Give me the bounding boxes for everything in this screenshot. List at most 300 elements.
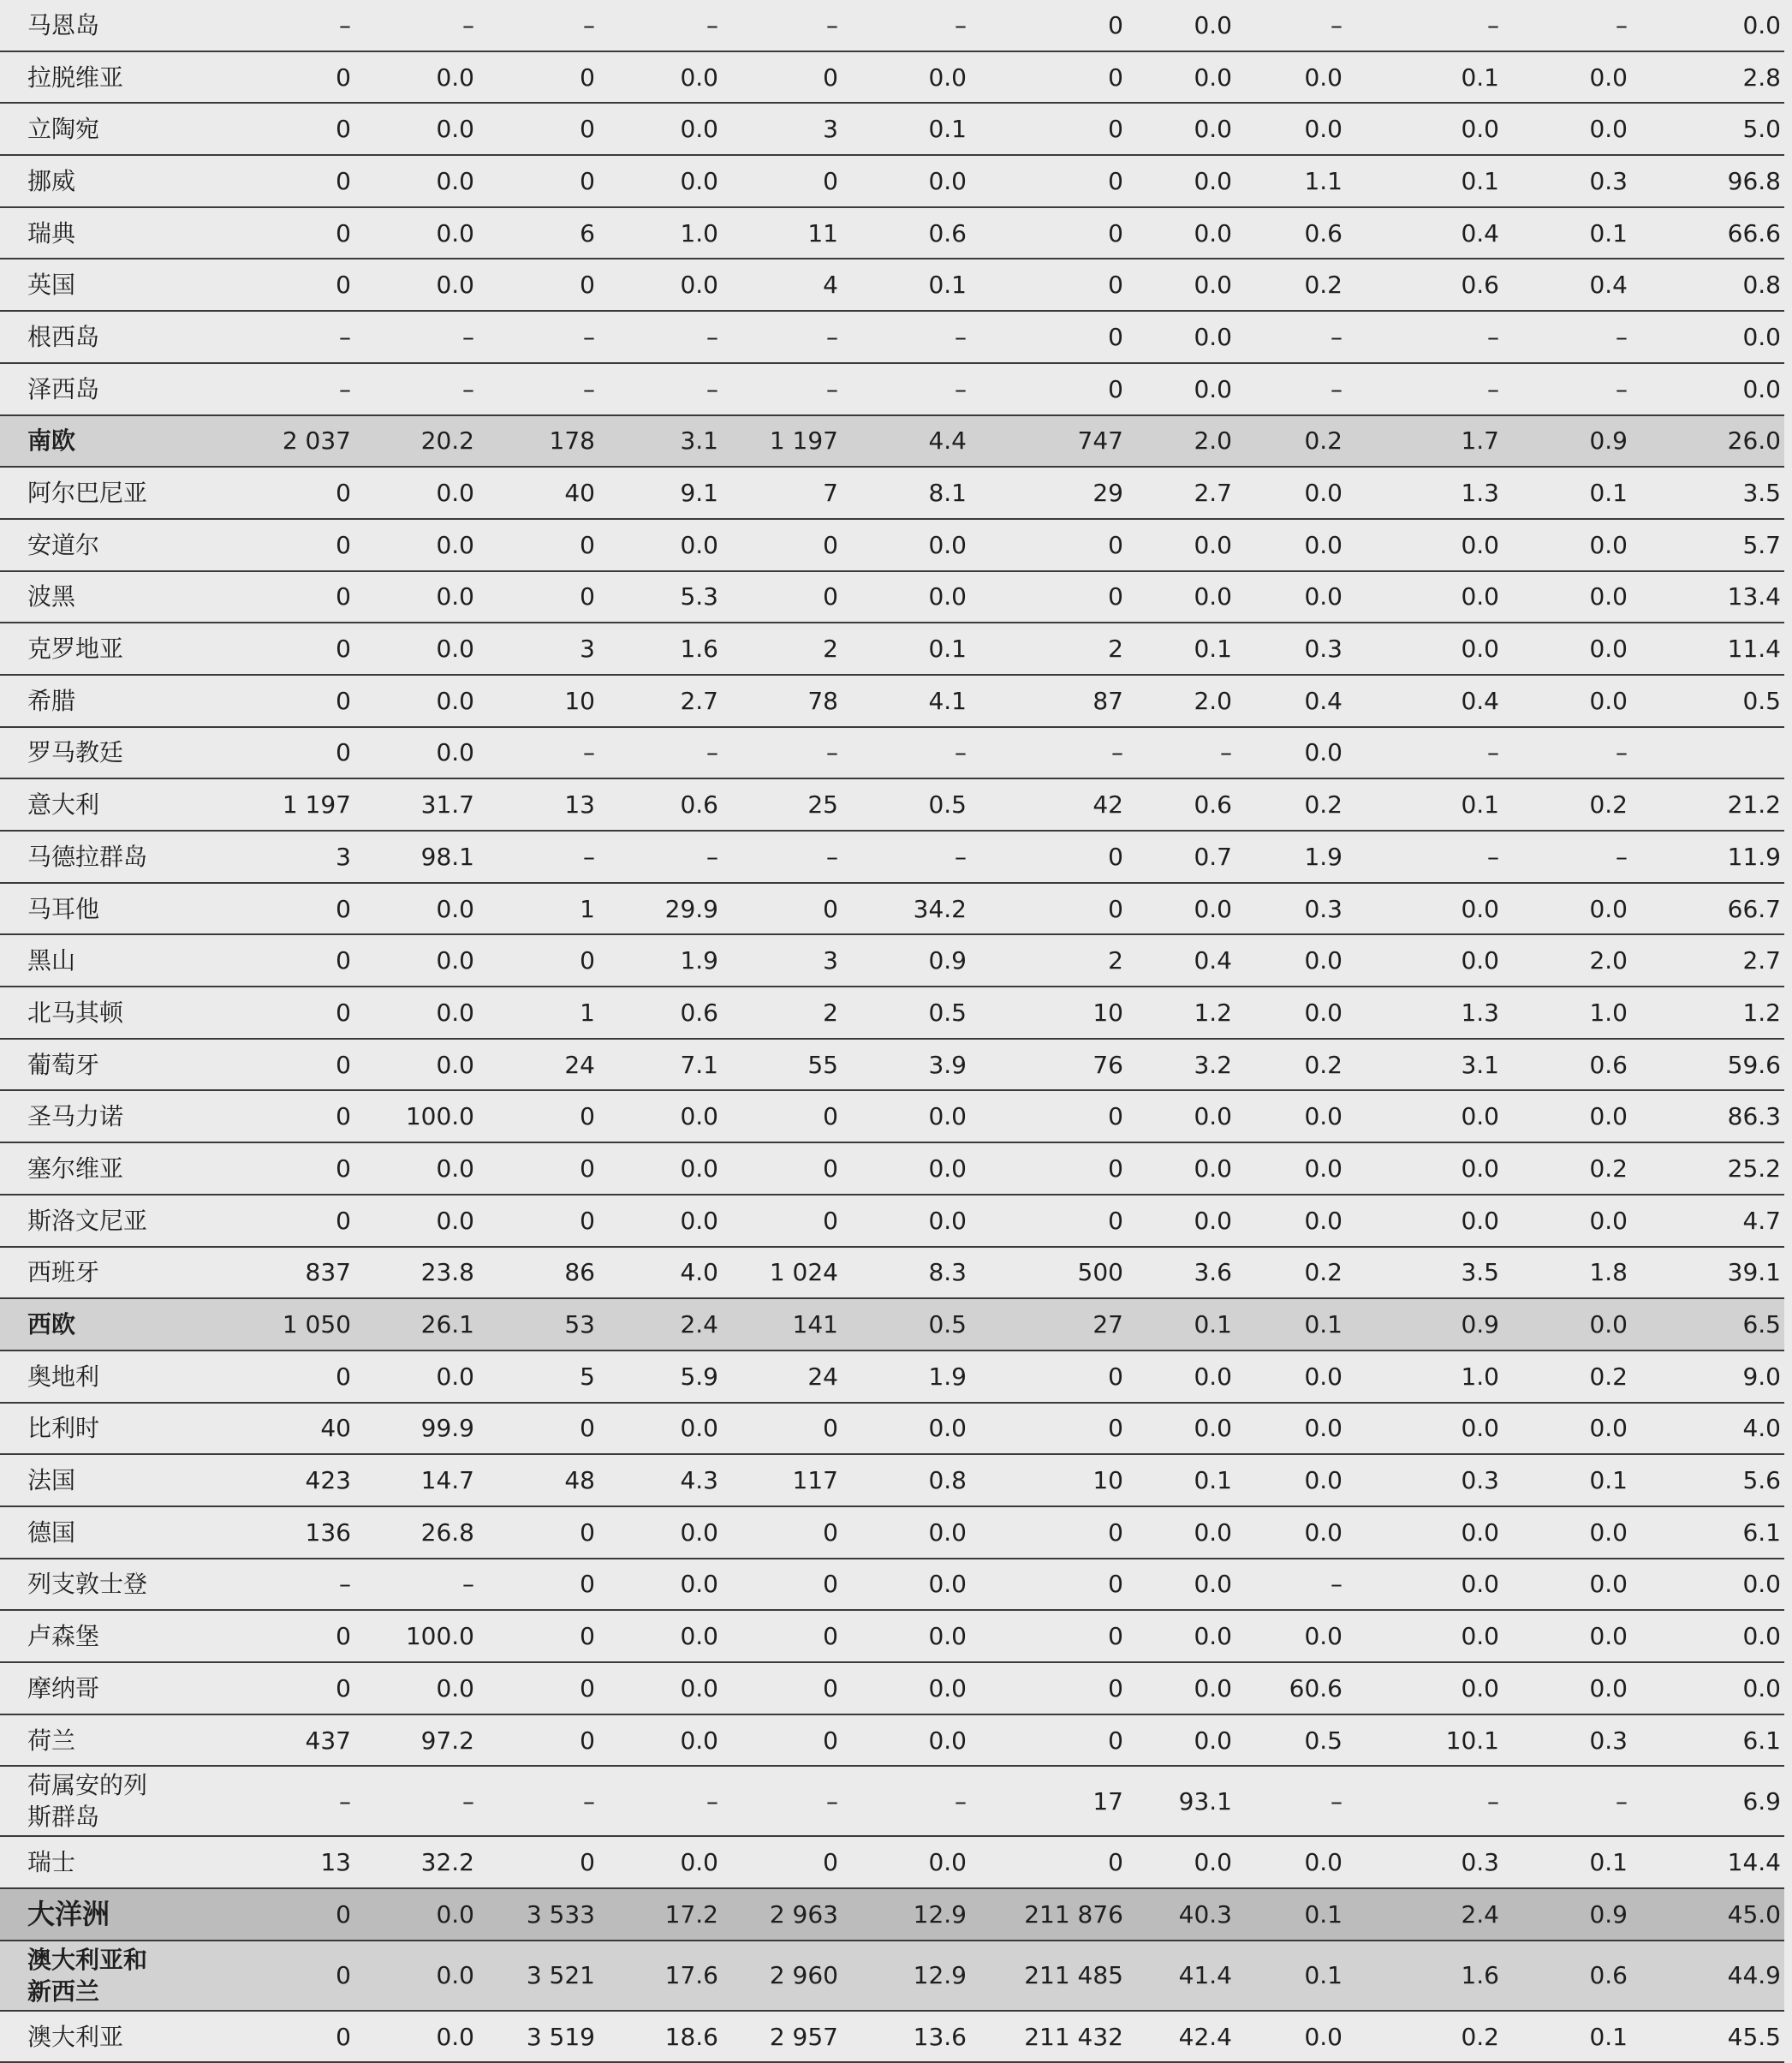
table-cell: 0.0 bbox=[1127, 1610, 1235, 1662]
table-cell: 0.0 bbox=[1235, 571, 1346, 623]
table-cell: 29 bbox=[970, 467, 1127, 519]
table-cell: 0.0 bbox=[1346, 623, 1503, 675]
table-row bbox=[0, 1142, 1784, 1195]
table-cell: 0.0 bbox=[1235, 103, 1346, 155]
row-label: 摩纳哥 bbox=[0, 1662, 171, 1714]
table-cell: 0.0 bbox=[1235, 934, 1346, 987]
table-cell: 0.0 bbox=[598, 1403, 722, 1455]
table-cell: 6.5 bbox=[1631, 1298, 1784, 1350]
table-cell: 0 bbox=[478, 259, 598, 311]
table-cell: 0.0 bbox=[1235, 1506, 1346, 1559]
table-cell: 0 bbox=[478, 1559, 598, 1611]
table-cell: 0 bbox=[171, 883, 354, 935]
table-cell: 0.0 bbox=[1127, 1142, 1235, 1195]
table-cell: 100.0 bbox=[354, 1610, 478, 1662]
table-cell: – bbox=[842, 831, 970, 883]
row-label: 大洋洲 bbox=[0, 1888, 171, 1941]
table-cell: 0 bbox=[970, 1559, 1127, 1611]
table-cell: 4.7 bbox=[1631, 1195, 1784, 1247]
table-cell: 0.0 bbox=[1127, 1090, 1235, 1142]
table-cell: – bbox=[842, 1766, 970, 1836]
table-row bbox=[0, 1506, 1784, 1559]
table-cell: 141 bbox=[722, 1298, 842, 1350]
table-cell: 0 bbox=[171, 2011, 354, 2063]
table-row bbox=[0, 1662, 1784, 1714]
table-cell: 0 bbox=[970, 0, 1127, 51]
table-cell: 0 bbox=[722, 1662, 842, 1714]
table-cell: 1.7 bbox=[1346, 415, 1503, 468]
table-cell: 0 bbox=[171, 1888, 354, 1941]
row-label: 西班牙 bbox=[0, 1247, 171, 1299]
table-cell: 0 bbox=[171, 987, 354, 1039]
table-cell: 0 bbox=[970, 1714, 1127, 1767]
table-cell: 0.0 bbox=[354, 1888, 478, 1941]
table-cell: 423 bbox=[171, 1454, 354, 1506]
table-cell: 0.0 bbox=[1631, 1610, 1784, 1662]
table-cell: 0 bbox=[171, 1610, 354, 1662]
row-label: 挪威 bbox=[0, 155, 171, 207]
table-cell: 5.0 bbox=[1631, 103, 1784, 155]
table-cell: 0.0 bbox=[1235, 1350, 1346, 1403]
table-cell: 25 bbox=[722, 778, 842, 831]
table-cell: – bbox=[478, 0, 598, 51]
table-cell: 3 bbox=[171, 831, 354, 883]
table-cell: 0.6 bbox=[842, 207, 970, 259]
table-cell: 0.0 bbox=[1346, 1142, 1503, 1195]
table-cell: 27 bbox=[970, 1298, 1127, 1350]
table-row bbox=[0, 415, 1784, 468]
table-cell: 0.0 bbox=[1127, 155, 1235, 207]
table-cell: 0.3 bbox=[1346, 1836, 1503, 1888]
table-cell: 0.5 bbox=[842, 778, 970, 831]
table-cell: 0.5 bbox=[842, 1298, 970, 1350]
table-cell: 0.0 bbox=[1127, 1662, 1235, 1714]
table-cell: 48 bbox=[478, 1454, 598, 1506]
table-cell: 2 963 bbox=[722, 1888, 842, 1941]
row-label: 克罗地亚 bbox=[0, 623, 171, 675]
table-cell: 0.0 bbox=[598, 103, 722, 155]
table-cell: 0.6 bbox=[1127, 778, 1235, 831]
table-cell: 0.0 bbox=[354, 467, 478, 519]
table-cell: – bbox=[1235, 0, 1346, 51]
row-label: 比利时 bbox=[0, 1403, 171, 1455]
table-cell: 5.3 bbox=[598, 571, 722, 623]
table-row bbox=[0, 103, 1784, 155]
table-cell: 0.0 bbox=[1235, 987, 1346, 1039]
table-cell: 0 bbox=[478, 1836, 598, 1888]
table-cell: 29.9 bbox=[598, 883, 722, 935]
table-cell: 13.4 bbox=[1631, 571, 1784, 623]
table-row bbox=[0, 1888, 1784, 1941]
table-cell: 0 bbox=[171, 1039, 354, 1091]
table-cell: – bbox=[171, 1766, 354, 1836]
table-cell: 0.0 bbox=[1235, 51, 1346, 104]
table-row bbox=[0, 467, 1784, 519]
table-cell: 0.0 bbox=[1127, 1403, 1235, 1455]
row-label: 法国 bbox=[0, 1454, 171, 1506]
table-cell: 0 bbox=[478, 103, 598, 155]
table-cell: 1.9 bbox=[842, 1350, 970, 1403]
table-cell: 0.5 bbox=[842, 987, 970, 1039]
table-cell: 12.9 bbox=[842, 1941, 970, 2011]
table-cell: 0.0 bbox=[598, 1714, 722, 1767]
table-cell: 78 bbox=[722, 675, 842, 727]
table-cell: 3.1 bbox=[598, 415, 722, 468]
table-cell: 20.2 bbox=[354, 415, 478, 468]
table-cell: 0.0 bbox=[1631, 1559, 1784, 1611]
table-cell: 45.5 bbox=[1631, 2011, 1784, 2063]
row-label: 瑞士 bbox=[0, 1836, 171, 1888]
table-cell: 0.2 bbox=[1235, 415, 1346, 468]
table-cell: 0.2 bbox=[1235, 778, 1346, 831]
row-label: 圣马力诺 bbox=[0, 1090, 171, 1142]
table-cell: 0 bbox=[478, 1142, 598, 1195]
table-cell: 0.0 bbox=[1346, 1506, 1503, 1559]
row-label: 希腊 bbox=[0, 675, 171, 727]
table-cell: – bbox=[1346, 831, 1503, 883]
table-cell: 14.4 bbox=[1631, 1836, 1784, 1888]
row-label: 塞尔维亚 bbox=[0, 1142, 171, 1195]
table-cell: 0.1 bbox=[1503, 1454, 1631, 1506]
table-cell: 0.0 bbox=[354, 1142, 478, 1195]
table-row bbox=[0, 2011, 1784, 2063]
table-cell: 0.0 bbox=[354, 207, 478, 259]
table-row bbox=[0, 259, 1784, 311]
table-cell: 0.0 bbox=[1235, 1142, 1346, 1195]
table-cell: 6.1 bbox=[1631, 1506, 1784, 1559]
table-cell: 0.0 bbox=[598, 1506, 722, 1559]
table-cell: 0.0 bbox=[842, 571, 970, 623]
table-cell: 55 bbox=[722, 1039, 842, 1091]
table-cell: 0.0 bbox=[1346, 571, 1503, 623]
table-cell: – bbox=[598, 0, 722, 51]
table-cell: 2 957 bbox=[722, 2011, 842, 2063]
table-cell: – bbox=[1503, 727, 1631, 779]
row-label: 斯洛文尼亚 bbox=[0, 1195, 171, 1247]
table-cell: 100.0 bbox=[354, 1090, 478, 1142]
table-cell: 17.2 bbox=[598, 1888, 722, 1941]
table-cell: – bbox=[1346, 363, 1503, 415]
table-row bbox=[0, 1836, 1784, 1888]
table-cell: 0.6 bbox=[598, 778, 722, 831]
table-row bbox=[0, 155, 1784, 207]
table-row bbox=[0, 207, 1784, 259]
table-cell: 0 bbox=[722, 571, 842, 623]
table-row bbox=[0, 987, 1784, 1039]
table-cell: 3.5 bbox=[1631, 467, 1784, 519]
table-cell: 0.0 bbox=[354, 259, 478, 311]
table-cell: 21.2 bbox=[1631, 778, 1784, 831]
table-cell: 0 bbox=[171, 1941, 354, 2011]
table-cell: 0.0 bbox=[1346, 1662, 1503, 1714]
table-cell: 0.1 bbox=[1503, 467, 1631, 519]
table-cell: 2.7 bbox=[598, 675, 722, 727]
table-cell: 0.0 bbox=[1346, 883, 1503, 935]
table-cell: 6.1 bbox=[1631, 1714, 1784, 1767]
table-cell: – bbox=[478, 831, 598, 883]
table-row bbox=[0, 519, 1784, 571]
row-label: 立陶宛 bbox=[0, 103, 171, 155]
table-cell: 1 197 bbox=[171, 778, 354, 831]
row-label: 黑山 bbox=[0, 934, 171, 987]
table-cell: 2 bbox=[722, 987, 842, 1039]
table-cell: 0.0 bbox=[354, 51, 478, 104]
table-cell: 0.1 bbox=[1346, 51, 1503, 104]
table-cell: 0.0 bbox=[598, 1610, 722, 1662]
table-cell: 0.0 bbox=[354, 1350, 478, 1403]
table-cell: 0.0 bbox=[1235, 2011, 1346, 2063]
row-label: 北马其顿 bbox=[0, 987, 171, 1039]
table-cell: 0.1 bbox=[1346, 155, 1503, 207]
table-cell: 0.0 bbox=[1235, 467, 1346, 519]
table-cell: 66.7 bbox=[1631, 883, 1784, 935]
row-label: 西欧 bbox=[0, 1298, 171, 1350]
table-cell: 0 bbox=[970, 1836, 1127, 1888]
table-cell: 0 bbox=[478, 1662, 598, 1714]
table-row bbox=[0, 1559, 1784, 1611]
table-cell: – bbox=[598, 727, 722, 779]
table-cell: 2.7 bbox=[1127, 467, 1235, 519]
table-cell: 0 bbox=[722, 1403, 842, 1455]
table-cell: 0 bbox=[171, 1090, 354, 1142]
table-cell: 5.6 bbox=[1631, 1454, 1784, 1506]
table-cell: 0 bbox=[478, 155, 598, 207]
table-cell: 0.0 bbox=[598, 1559, 722, 1611]
table-cell: 0.9 bbox=[1503, 1888, 1631, 1941]
table-cell: 0.0 bbox=[1631, 311, 1784, 363]
table-cell: 6.9 bbox=[1631, 1766, 1784, 1836]
table-cell: 0.6 bbox=[1503, 1039, 1631, 1091]
table-cell: 0.0 bbox=[354, 934, 478, 987]
table-cell: 3 533 bbox=[478, 1888, 598, 1941]
table-cell: 0 bbox=[722, 1090, 842, 1142]
table-cell: 1 050 bbox=[171, 1298, 354, 1350]
table-cell: 0 bbox=[171, 934, 354, 987]
table-cell: 0.0 bbox=[354, 103, 478, 155]
table-cell: 66.6 bbox=[1631, 207, 1784, 259]
table-cell: 0.3 bbox=[1503, 1714, 1631, 1767]
table-cell: – bbox=[1127, 727, 1235, 779]
table-cell: 17.6 bbox=[598, 1941, 722, 2011]
table-row bbox=[0, 1298, 1784, 1350]
table-cell: 0.6 bbox=[1346, 259, 1503, 311]
table-cell: 0.9 bbox=[842, 934, 970, 987]
table-cell: 76 bbox=[970, 1039, 1127, 1091]
table-cell: 0.0 bbox=[598, 1142, 722, 1195]
table-cell: 0.3 bbox=[1235, 883, 1346, 935]
table-cell: 0.8 bbox=[1631, 259, 1784, 311]
table-cell: 0.0 bbox=[1503, 1662, 1631, 1714]
table-cell: 32.2 bbox=[354, 1836, 478, 1888]
table-cell: 0 bbox=[970, 1090, 1127, 1142]
table-cell: 26.0 bbox=[1631, 415, 1784, 468]
table-cell: 45.0 bbox=[1631, 1888, 1784, 1941]
table-cell: 0 bbox=[722, 1559, 842, 1611]
table-cell: 0.1 bbox=[1235, 1941, 1346, 2011]
table-cell: 0 bbox=[478, 1090, 598, 1142]
table-cell: 0.0 bbox=[842, 519, 970, 571]
table-cell: 0.0 bbox=[1503, 1090, 1631, 1142]
table-cell: 0.1 bbox=[842, 103, 970, 155]
table-cell: 11.9 bbox=[1631, 831, 1784, 883]
table-cell: 0 bbox=[970, 259, 1127, 311]
table-cell: 0 bbox=[171, 675, 354, 727]
table-cell: 0 bbox=[171, 1195, 354, 1247]
table-cell: 1.2 bbox=[1631, 987, 1784, 1039]
table-cell: 0.6 bbox=[1503, 1941, 1631, 2011]
table-cell: 0.1 bbox=[1127, 1298, 1235, 1350]
table-cell: – bbox=[478, 311, 598, 363]
table-cell: 1 024 bbox=[722, 1247, 842, 1299]
table-cell: 12.9 bbox=[842, 1888, 970, 1941]
table-cell: – bbox=[1503, 831, 1631, 883]
table-cell: 0 bbox=[722, 51, 842, 104]
table-cell: 0 bbox=[970, 51, 1127, 104]
table-cell: – bbox=[842, 0, 970, 51]
table-cell: 0.0 bbox=[1346, 1195, 1503, 1247]
table-cell: 96.8 bbox=[1631, 155, 1784, 207]
table-cell: 14.7 bbox=[354, 1454, 478, 1506]
table-cell: 0.0 bbox=[1503, 103, 1631, 155]
table-cell bbox=[1631, 727, 1784, 779]
table-row bbox=[0, 363, 1784, 415]
table-cell: 0 bbox=[478, 1195, 598, 1247]
table-cell: 2.4 bbox=[1346, 1888, 1503, 1941]
table-row bbox=[0, 1403, 1784, 1455]
table-row bbox=[0, 831, 1784, 883]
table-cell: 17 bbox=[970, 1766, 1127, 1836]
table-cell: 0.2 bbox=[1235, 1039, 1346, 1091]
table-cell: 0 bbox=[970, 155, 1127, 207]
table-cell: 0.0 bbox=[1631, 0, 1784, 51]
table-cell: 0.0 bbox=[1127, 1350, 1235, 1403]
table-cell: 1.9 bbox=[1235, 831, 1346, 883]
table-cell: 0.3 bbox=[1346, 1454, 1503, 1506]
table-cell: 13 bbox=[171, 1836, 354, 1888]
table-cell: 13.6 bbox=[842, 2011, 970, 2063]
table-cell: 98.1 bbox=[354, 831, 478, 883]
table-cell: 0.0 bbox=[1346, 1090, 1503, 1142]
table-cell: – bbox=[722, 727, 842, 779]
table-cell: 0 bbox=[722, 1714, 842, 1767]
table-cell: 3.5 bbox=[1346, 1247, 1503, 1299]
table-cell: 0.0 bbox=[354, 1941, 478, 2011]
table-cell: 0 bbox=[478, 519, 598, 571]
table-row bbox=[0, 1039, 1784, 1091]
table-cell: 3.9 bbox=[842, 1039, 970, 1091]
table-cell: 0 bbox=[970, 1403, 1127, 1455]
row-label: 阿尔巴尼亚 bbox=[0, 467, 171, 519]
table-cell: 0.0 bbox=[354, 155, 478, 207]
table-cell: – bbox=[1235, 1766, 1346, 1836]
table-cell: 93.1 bbox=[1127, 1766, 1235, 1836]
table-cell: 0 bbox=[970, 1506, 1127, 1559]
table-cell: 0.1 bbox=[1346, 778, 1503, 831]
table-cell: 8.3 bbox=[842, 1247, 970, 1299]
table-cell: 0.0 bbox=[598, 1090, 722, 1142]
table-cell: 0.0 bbox=[1127, 519, 1235, 571]
table-row bbox=[0, 1247, 1784, 1299]
row-label: 马耳他 bbox=[0, 883, 171, 935]
table-cell: 18.6 bbox=[598, 2011, 722, 2063]
table-cell: – bbox=[598, 831, 722, 883]
table-cell: 0 bbox=[171, 571, 354, 623]
row-label: 拉脱维亚 bbox=[0, 51, 171, 104]
table-cell: 0.0 bbox=[1631, 1662, 1784, 1714]
row-label: 安道尔 bbox=[0, 519, 171, 571]
table-cell: 3 521 bbox=[478, 1941, 598, 2011]
table-cell: 0.0 bbox=[1631, 363, 1784, 415]
table-row bbox=[0, 1195, 1784, 1247]
table-cell: – bbox=[842, 363, 970, 415]
table-cell: 0.4 bbox=[1346, 675, 1503, 727]
table-cell: 42.4 bbox=[1127, 2011, 1235, 2063]
row-label: 意大利 bbox=[0, 778, 171, 831]
table-cell: 0 bbox=[478, 934, 598, 987]
table-cell: – bbox=[1346, 0, 1503, 51]
table-cell: 0.0 bbox=[1346, 934, 1503, 987]
table-row bbox=[0, 934, 1784, 987]
table-cell: 2 bbox=[722, 623, 842, 675]
table-row bbox=[0, 1454, 1784, 1506]
table-cell: – bbox=[1235, 1559, 1346, 1611]
table-cell: 0 bbox=[722, 1195, 842, 1247]
table-cell: 0.0 bbox=[354, 2011, 478, 2063]
table-cell: – bbox=[842, 311, 970, 363]
table-cell: 26.1 bbox=[354, 1298, 478, 1350]
row-label: 德国 bbox=[0, 1506, 171, 1559]
table-cell: 0.0 bbox=[1503, 1506, 1631, 1559]
table-cell: 0.0 bbox=[1127, 103, 1235, 155]
table-cell: 0.0 bbox=[1127, 1714, 1235, 1767]
table-cell: 40 bbox=[478, 467, 598, 519]
table-cell: 0.8 bbox=[842, 1454, 970, 1506]
table-cell: 0.0 bbox=[1235, 1403, 1346, 1455]
table-cell: 117 bbox=[722, 1454, 842, 1506]
table-cell: 10 bbox=[970, 1454, 1127, 1506]
table-cell: 0.0 bbox=[842, 1142, 970, 1195]
table-cell: 11.4 bbox=[1631, 623, 1784, 675]
row-label: 南欧 bbox=[0, 415, 171, 468]
table-cell: 0 bbox=[722, 1610, 842, 1662]
table-cell: 0.0 bbox=[1127, 259, 1235, 311]
table-cell: 0 bbox=[171, 467, 354, 519]
table-cell: 0.0 bbox=[1235, 1195, 1346, 1247]
table-row bbox=[0, 727, 1784, 779]
table-cell: 0.0 bbox=[1127, 571, 1235, 623]
table-cell: – bbox=[1503, 311, 1631, 363]
table-cell: 0 bbox=[478, 1403, 598, 1455]
table-cell: 9.1 bbox=[598, 467, 722, 519]
table-cell: 0.0 bbox=[354, 727, 478, 779]
table-cell: 87 bbox=[970, 675, 1127, 727]
table-cell: 0 bbox=[171, 519, 354, 571]
table-cell: 23.8 bbox=[354, 1247, 478, 1299]
table-cell: 0 bbox=[171, 623, 354, 675]
table-cell: 0 bbox=[171, 103, 354, 155]
table-cell: 0.2 bbox=[1503, 1142, 1631, 1195]
table-cell: 0.0 bbox=[1127, 1195, 1235, 1247]
table-row bbox=[0, 675, 1784, 727]
table-cell: 0.0 bbox=[1503, 571, 1631, 623]
table-cell: 1.3 bbox=[1346, 987, 1503, 1039]
table-cell: 2.8 bbox=[1631, 51, 1784, 104]
row-label: 澳大利亚 bbox=[0, 2011, 171, 2063]
table-cell: 25.2 bbox=[1631, 1142, 1784, 1195]
table-cell: 0 bbox=[171, 155, 354, 207]
table-cell: 0 bbox=[478, 1610, 598, 1662]
table-cell: 0 bbox=[970, 311, 1127, 363]
